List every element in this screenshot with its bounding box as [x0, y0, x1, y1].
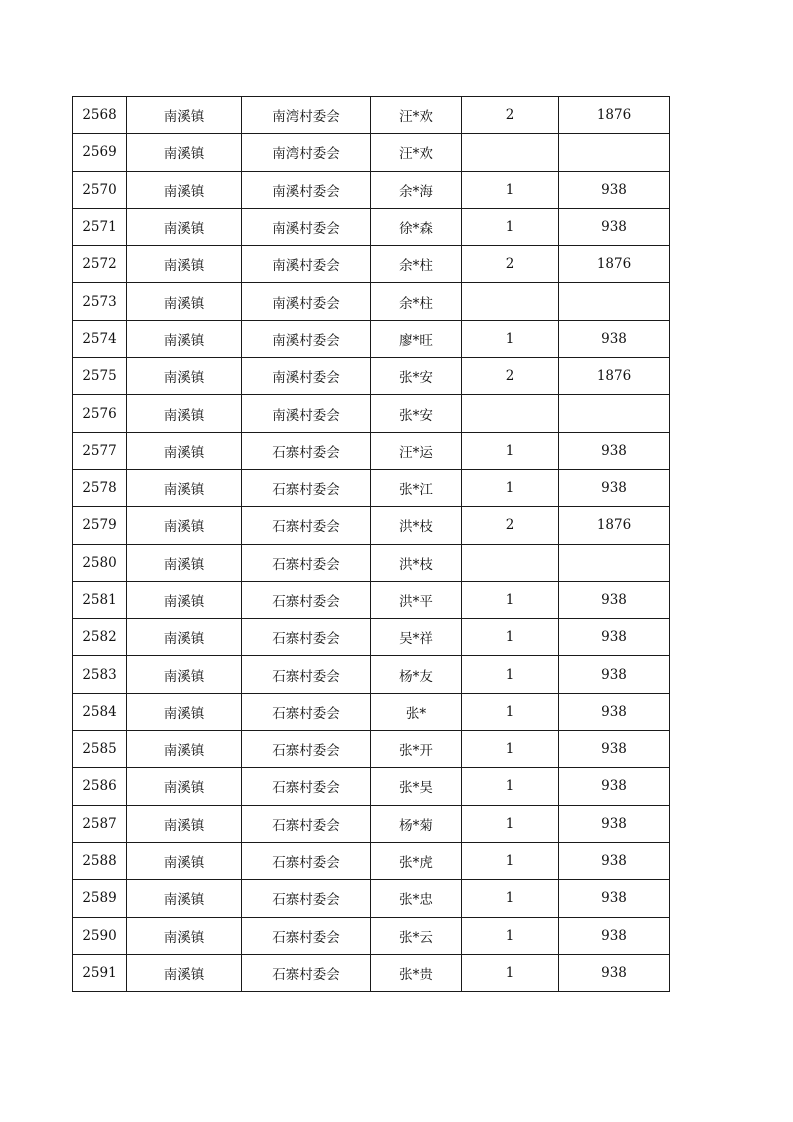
table-row	[73, 693, 670, 730]
count-cell: 1	[462, 656, 559, 693]
town-cell: 南溪镇	[127, 507, 242, 544]
table-row	[73, 731, 670, 768]
person-name-cell: 张*开	[371, 731, 462, 768]
village-committee-cell: 石寨村委会	[242, 768, 371, 805]
amount-cell: 938	[559, 731, 670, 768]
person-name-cell: 杨*菊	[371, 805, 462, 842]
serial-number-cell: 2575	[73, 358, 127, 395]
town-cell: 南溪镇	[127, 693, 242, 730]
town-cell: 南溪镇	[127, 358, 242, 395]
village-committee-cell: 南溪村委会	[242, 171, 371, 208]
serial-number-cell: 2588	[73, 842, 127, 879]
person-name-cell: 张*	[371, 693, 462, 730]
village-committee-cell: 石寨村委会	[242, 619, 371, 656]
amount-cell: 938	[559, 208, 670, 245]
village-committee-cell: 石寨村委会	[242, 581, 371, 618]
person-name-cell: 余*柱	[371, 283, 462, 320]
serial-number-cell: 2590	[73, 917, 127, 954]
amount-cell: 938	[559, 954, 670, 991]
person-name-cell: 汪*欢	[371, 134, 462, 171]
town-cell: 南溪镇	[127, 171, 242, 208]
table-row	[73, 171, 670, 208]
village-committee-cell: 石寨村委会	[242, 954, 371, 991]
count-cell	[462, 395, 559, 432]
village-committee-cell: 南溪村委会	[242, 358, 371, 395]
count-cell: 1	[462, 619, 559, 656]
serial-number-cell: 2587	[73, 805, 127, 842]
amount-cell: 938	[559, 917, 670, 954]
table-row	[73, 507, 670, 544]
table-row	[73, 283, 670, 320]
town-cell: 南溪镇	[127, 469, 242, 506]
village-committee-cell: 石寨村委会	[242, 805, 371, 842]
amount-cell: 938	[559, 693, 670, 730]
count-cell: 2	[462, 97, 559, 134]
table-row	[73, 134, 670, 171]
town-cell: 南溪镇	[127, 246, 242, 283]
person-name-cell: 洪*枝	[371, 544, 462, 581]
table-row	[73, 97, 670, 134]
amount-cell: 938	[559, 320, 670, 357]
person-name-cell: 徐*森	[371, 208, 462, 245]
count-cell: 1	[462, 432, 559, 469]
serial-number-cell: 2578	[73, 469, 127, 506]
count-cell: 1	[462, 208, 559, 245]
serial-number-cell: 2579	[73, 507, 127, 544]
amount-cell: 1876	[559, 507, 670, 544]
serial-number-cell: 2585	[73, 731, 127, 768]
count-cell: 2	[462, 246, 559, 283]
count-cell	[462, 134, 559, 171]
serial-number-cell: 2576	[73, 395, 127, 432]
count-cell: 1	[462, 805, 559, 842]
table-row	[73, 768, 670, 805]
town-cell: 南溪镇	[127, 395, 242, 432]
town-cell: 南溪镇	[127, 880, 242, 917]
count-cell: 1	[462, 171, 559, 208]
town-cell: 南溪镇	[127, 581, 242, 618]
table-row	[73, 842, 670, 879]
table-row	[73, 805, 670, 842]
count-cell: 1	[462, 469, 559, 506]
village-committee-cell: 石寨村委会	[242, 731, 371, 768]
count-cell: 1	[462, 880, 559, 917]
town-cell: 南溪镇	[127, 656, 242, 693]
town-cell: 南溪镇	[127, 731, 242, 768]
count-cell: 2	[462, 358, 559, 395]
table-row	[73, 544, 670, 581]
person-name-cell: 张*虎	[371, 842, 462, 879]
amount-cell: 1876	[559, 97, 670, 134]
amount-cell: 938	[559, 656, 670, 693]
table-row	[73, 581, 670, 618]
village-committee-cell: 石寨村委会	[242, 544, 371, 581]
count-cell: 1	[462, 320, 559, 357]
person-name-cell: 余*海	[371, 171, 462, 208]
person-name-cell: 张*忠	[371, 880, 462, 917]
amount-cell: 938	[559, 768, 670, 805]
amount-cell	[559, 134, 670, 171]
village-committee-cell: 石寨村委会	[242, 880, 371, 917]
amount-cell: 1876	[559, 358, 670, 395]
person-name-cell: 张*贵	[371, 954, 462, 991]
serial-number-cell: 2586	[73, 768, 127, 805]
table-row	[73, 320, 670, 357]
table-row	[73, 469, 670, 506]
person-name-cell: 张*云	[371, 917, 462, 954]
town-cell: 南溪镇	[127, 768, 242, 805]
amount-cell: 938	[559, 880, 670, 917]
amount-cell: 938	[559, 619, 670, 656]
person-name-cell: 张*安	[371, 358, 462, 395]
amount-cell: 938	[559, 469, 670, 506]
amount-cell: 938	[559, 805, 670, 842]
serial-number-cell: 2591	[73, 954, 127, 991]
table-row	[73, 208, 670, 245]
town-cell: 南溪镇	[127, 97, 242, 134]
records-table-body	[73, 97, 670, 992]
village-committee-cell: 南溪村委会	[242, 283, 371, 320]
serial-number-cell: 2573	[73, 283, 127, 320]
amount-cell: 938	[559, 171, 670, 208]
person-name-cell: 汪*运	[371, 432, 462, 469]
serial-number-cell: 2568	[73, 97, 127, 134]
town-cell: 南溪镇	[127, 805, 242, 842]
village-committee-cell: 南湾村委会	[242, 134, 371, 171]
table-row	[73, 246, 670, 283]
town-cell: 南溪镇	[127, 320, 242, 357]
person-name-cell: 张*昊	[371, 768, 462, 805]
table-row	[73, 432, 670, 469]
amount-cell	[559, 544, 670, 581]
count-cell: 1	[462, 842, 559, 879]
village-committee-cell: 南溪村委会	[242, 395, 371, 432]
village-committee-cell: 石寨村委会	[242, 507, 371, 544]
village-committee-cell: 石寨村委会	[242, 693, 371, 730]
person-name-cell: 张*安	[371, 395, 462, 432]
town-cell: 南溪镇	[127, 208, 242, 245]
person-name-cell: 杨*友	[371, 656, 462, 693]
table-row	[73, 358, 670, 395]
amount-cell	[559, 283, 670, 320]
serial-number-cell: 2574	[73, 320, 127, 357]
count-cell	[462, 544, 559, 581]
count-cell	[462, 283, 559, 320]
person-name-cell: 洪*平	[371, 581, 462, 618]
count-cell: 2	[462, 507, 559, 544]
table-row	[73, 395, 670, 432]
count-cell: 1	[462, 731, 559, 768]
town-cell: 南溪镇	[127, 283, 242, 320]
serial-number-cell: 2569	[73, 134, 127, 171]
serial-number-cell: 2572	[73, 246, 127, 283]
table-row	[73, 954, 670, 991]
count-cell: 1	[462, 954, 559, 991]
amount-cell	[559, 395, 670, 432]
serial-number-cell: 2583	[73, 656, 127, 693]
town-cell: 南溪镇	[127, 544, 242, 581]
village-committee-cell: 石寨村委会	[242, 656, 371, 693]
village-committee-cell: 南溪村委会	[242, 320, 371, 357]
count-cell: 1	[462, 693, 559, 730]
person-name-cell: 吴*祥	[371, 619, 462, 656]
town-cell: 南溪镇	[127, 954, 242, 991]
count-cell: 1	[462, 917, 559, 954]
village-committee-cell: 南溪村委会	[242, 208, 371, 245]
amount-cell: 1876	[559, 246, 670, 283]
town-cell: 南溪镇	[127, 432, 242, 469]
table-row	[73, 619, 670, 656]
person-name-cell: 余*柱	[371, 246, 462, 283]
serial-number-cell: 2577	[73, 432, 127, 469]
table-row	[73, 880, 670, 917]
town-cell: 南溪镇	[127, 134, 242, 171]
village-committee-cell: 石寨村委会	[242, 917, 371, 954]
village-committee-cell: 南湾村委会	[242, 97, 371, 134]
town-cell: 南溪镇	[127, 917, 242, 954]
serial-number-cell: 2582	[73, 619, 127, 656]
person-name-cell: 洪*枝	[371, 507, 462, 544]
serial-number-cell: 2589	[73, 880, 127, 917]
serial-number-cell: 2581	[73, 581, 127, 618]
person-name-cell: 汪*欢	[371, 97, 462, 134]
serial-number-cell: 2570	[73, 171, 127, 208]
serial-number-cell: 2571	[73, 208, 127, 245]
amount-cell: 938	[559, 581, 670, 618]
serial-number-cell: 2580	[73, 544, 127, 581]
records-table	[72, 96, 670, 992]
count-cell: 1	[462, 768, 559, 805]
amount-cell: 938	[559, 432, 670, 469]
table-row	[73, 656, 670, 693]
town-cell: 南溪镇	[127, 619, 242, 656]
village-committee-cell: 石寨村委会	[242, 842, 371, 879]
amount-cell: 938	[559, 842, 670, 879]
count-cell: 1	[462, 581, 559, 618]
person-name-cell: 廖*旺	[371, 320, 462, 357]
village-committee-cell: 石寨村委会	[242, 432, 371, 469]
person-name-cell: 张*江	[371, 469, 462, 506]
village-committee-cell: 南溪村委会	[242, 246, 371, 283]
town-cell: 南溪镇	[127, 842, 242, 879]
table-row	[73, 917, 670, 954]
serial-number-cell: 2584	[73, 693, 127, 730]
village-committee-cell: 石寨村委会	[242, 469, 371, 506]
